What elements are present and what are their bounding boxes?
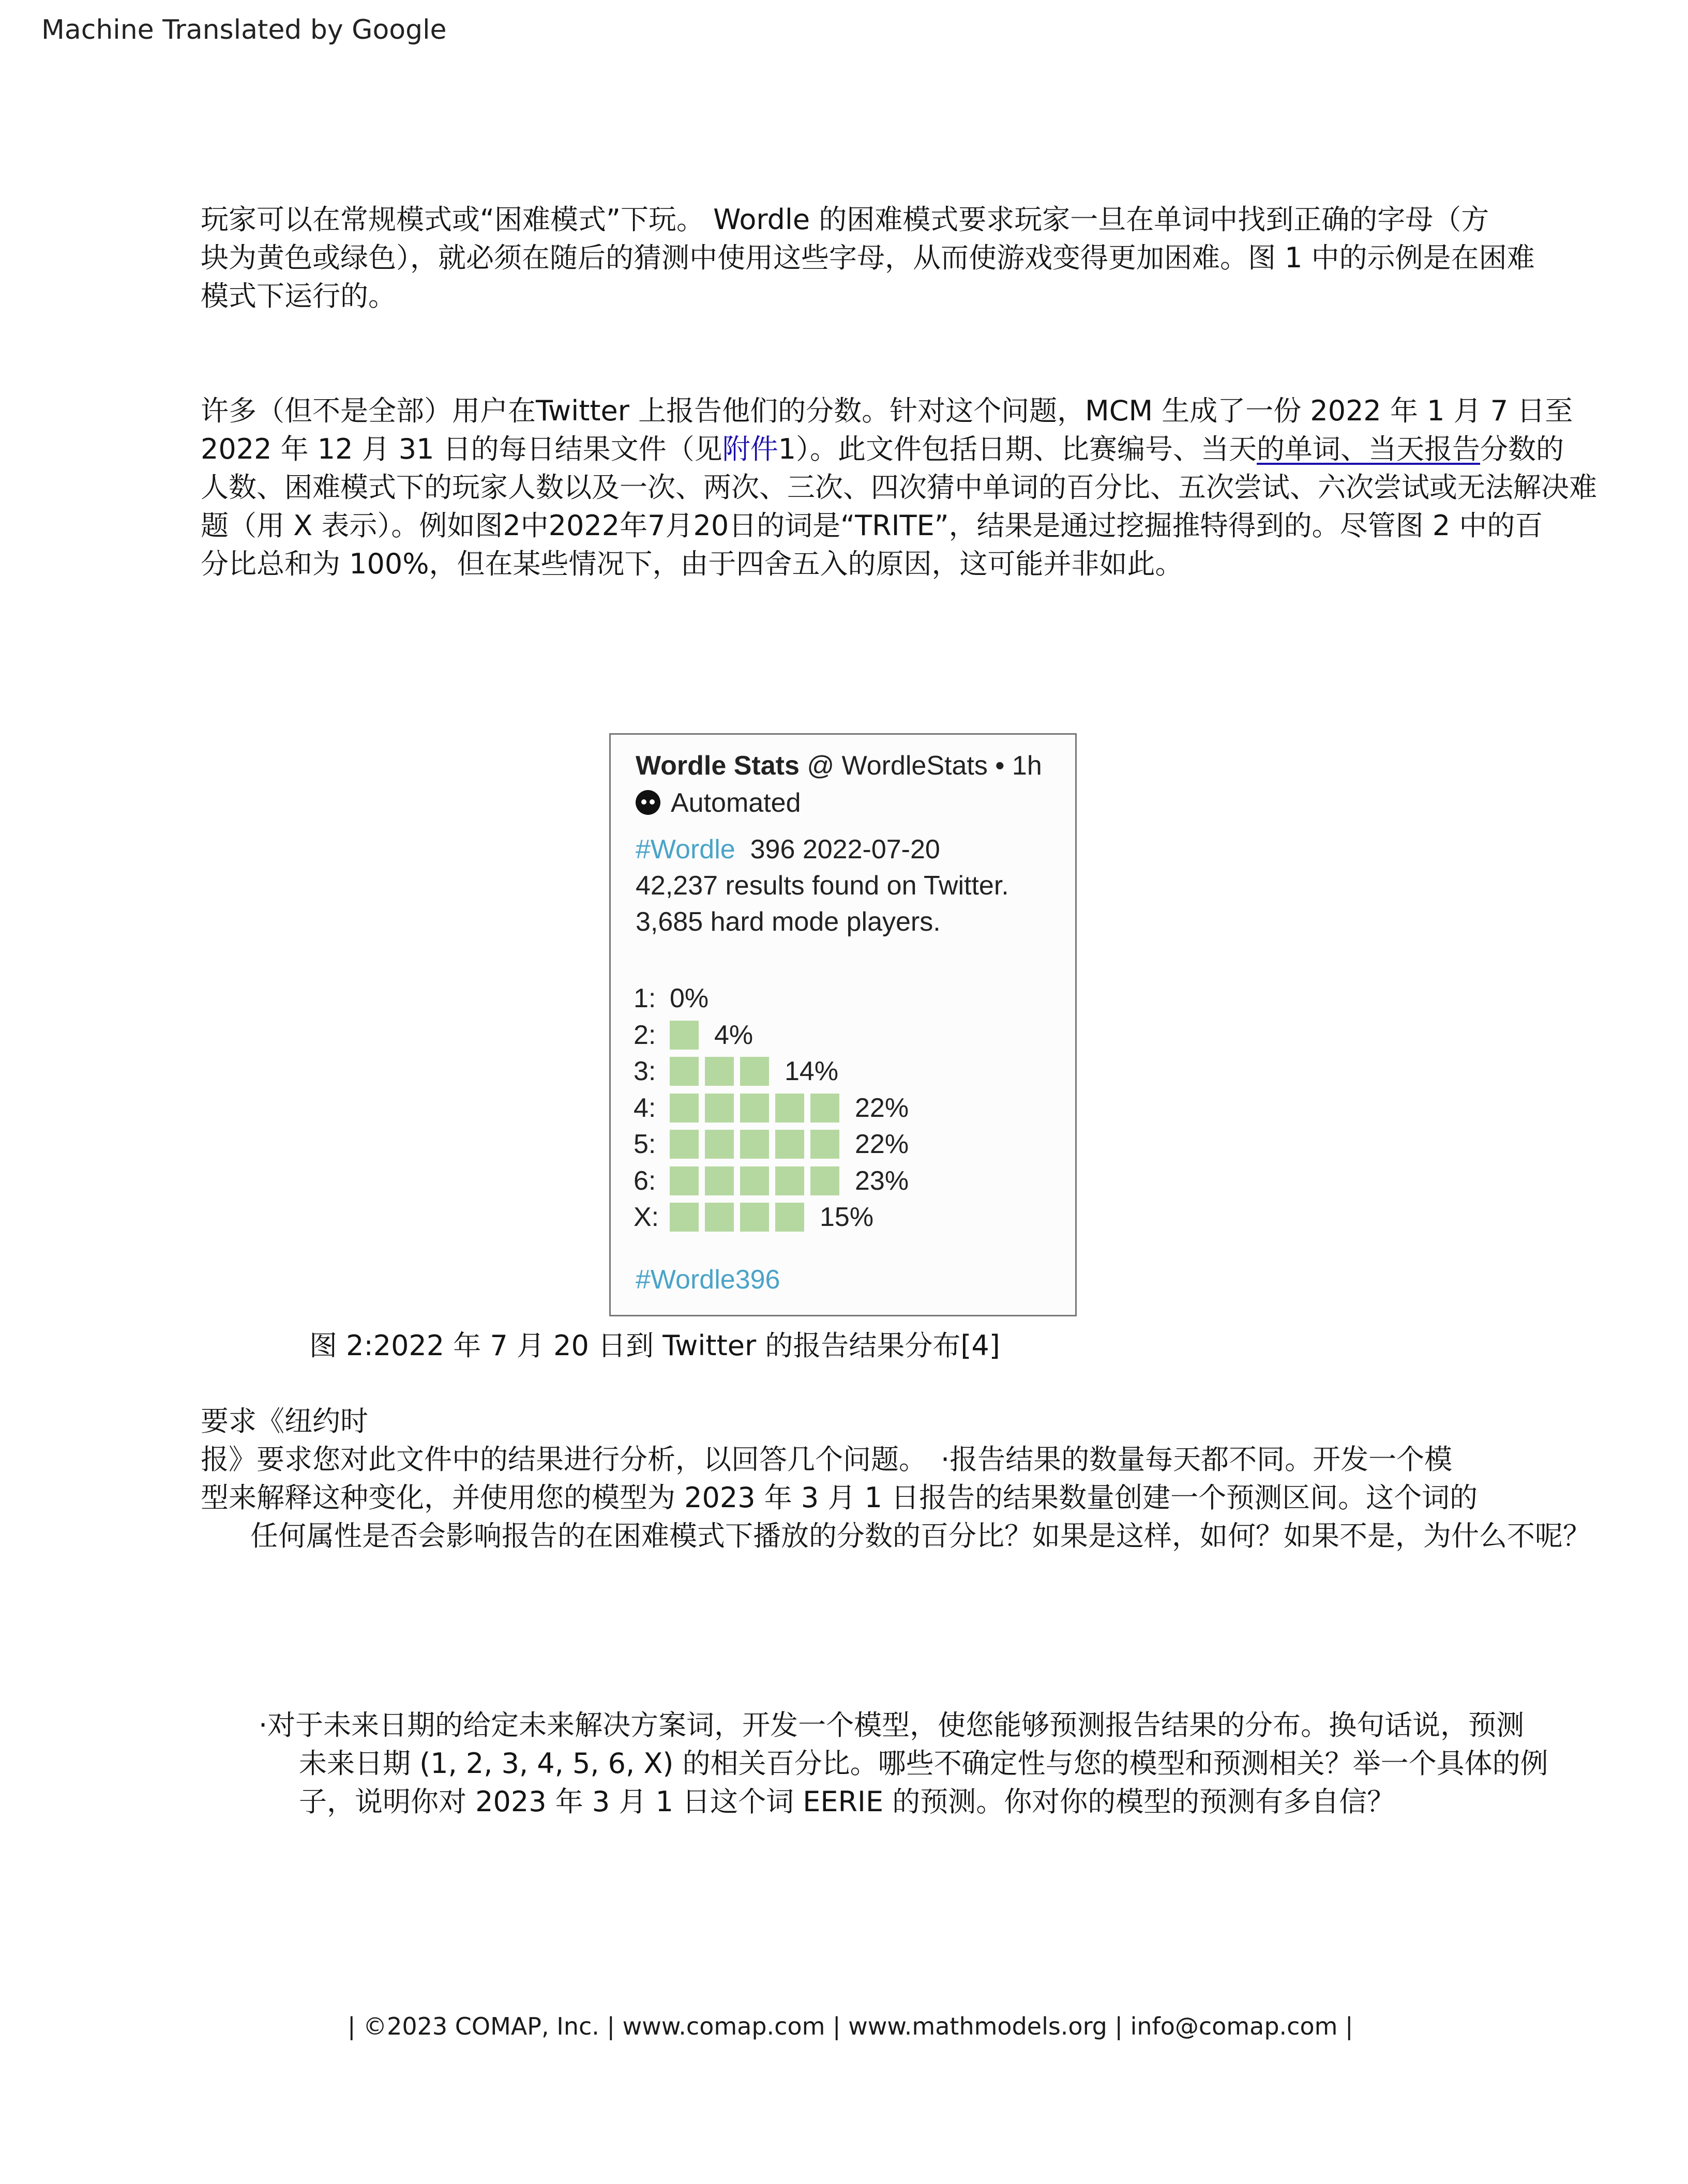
tweet-author bbox=[636, 750, 1042, 781]
distribution-bar-block bbox=[705, 1094, 734, 1123]
distribution-bar-block bbox=[705, 1166, 734, 1195]
distribution-bar-block bbox=[670, 1021, 699, 1050]
distribution-bar-block bbox=[775, 1203, 804, 1232]
text-segment: 分数的 bbox=[1480, 433, 1564, 465]
percentage-label: 0% bbox=[670, 983, 709, 1013]
distribution-row bbox=[634, 1129, 1047, 1160]
underlined-text: 的单词、当天报告 bbox=[1257, 433, 1481, 465]
text-line: 子，说明你对 2023 年 3 月 1 日这个词 EERIE 的预测。你对你的模型的预测有多自信？ bbox=[299, 1785, 1395, 1818]
paragraph-hard-mode bbox=[201, 201, 1535, 315]
guess-count-label: 5: bbox=[634, 1129, 656, 1159]
distribution-bar-block bbox=[670, 1166, 699, 1195]
percentage-label: 22% bbox=[855, 1093, 909, 1123]
wordle-stats-tweet bbox=[609, 733, 1077, 1316]
figure-caption: 图 2:2022 年 7 月 20 日到 Twitter 的报告结果分布[4] bbox=[309, 1329, 1000, 1362]
text-line: 分比总和为 100%，但在某些情况下，由于四舍五入的原因，这可能并非如此。 bbox=[201, 548, 1183, 580]
guess-count-label: X: bbox=[634, 1202, 659, 1232]
distribution-bar-block bbox=[775, 1130, 804, 1159]
paragraph-data-file bbox=[201, 392, 1597, 583]
distribution-bar-block bbox=[740, 1130, 769, 1159]
paragraph-requirements bbox=[201, 1402, 1591, 1555]
attachment-link[interactable]: 附件 bbox=[722, 433, 778, 465]
text-line: 未来日期 (1, 2, 3, 4, 5, 6, X) 的相关百分比。哪些不确定性与您的模型和预测相关？举一个具体的例 bbox=[299, 1747, 1548, 1780]
tweet-results: 42,237 results found on Twitter. bbox=[636, 871, 1009, 901]
distribution-bar-block bbox=[775, 1094, 804, 1123]
distribution-row bbox=[634, 1093, 1047, 1124]
machine-translated-label: Machine Translated by Google bbox=[41, 14, 447, 46]
distribution-bar-block bbox=[740, 1166, 769, 1195]
text-line bbox=[201, 430, 1564, 468]
distribution-bar-block bbox=[705, 1057, 734, 1086]
wordle396-hashtag[interactable]: #Wordle396 bbox=[636, 1265, 780, 1295]
automated-label: Automated bbox=[671, 788, 801, 818]
distribution-bar-block bbox=[670, 1130, 699, 1159]
distribution-bar-block bbox=[705, 1203, 734, 1232]
tweet-game-line bbox=[636, 834, 940, 865]
distribution-bar-block bbox=[810, 1166, 839, 1195]
text-line: ·对于未来日期的给定未来解决方案词，开发一个模型，使您能够预测报告结果的分布。换句话说，预测 bbox=[259, 1709, 1525, 1741]
text-line: 模式下运行的。 bbox=[201, 280, 396, 312]
distribution-bar-block bbox=[670, 1057, 699, 1086]
bot-icon bbox=[636, 790, 660, 815]
percentage-label: 4% bbox=[714, 1020, 753, 1050]
distribution-row bbox=[634, 1056, 1047, 1087]
distribution-bar-block bbox=[740, 1057, 769, 1086]
text-segment: 2022 年 12 月 31 日的每日结果文件（见 bbox=[201, 433, 722, 465]
tweet-automated bbox=[636, 787, 801, 818]
game-number-date: 396 2022-07-20 bbox=[750, 835, 940, 865]
guess-count-label: 1: bbox=[634, 983, 656, 1013]
percentage-label: 14% bbox=[785, 1056, 839, 1086]
guess-count-label: 6: bbox=[634, 1165, 656, 1196]
distribution-bar-block bbox=[670, 1203, 699, 1232]
distribution-bar-block bbox=[775, 1166, 804, 1195]
distribution-row bbox=[634, 1165, 1047, 1196]
distribution-bar-block bbox=[740, 1203, 769, 1232]
distribution-bar-block bbox=[740, 1094, 769, 1123]
text-line: 报》要求您对此文件中的结果进行分析，以回答几个问题。 ·报告结果的数量每天都不同。开发一个模 bbox=[201, 1443, 1453, 1476]
percentage-label: 23% bbox=[855, 1165, 909, 1196]
tweet-handle: @ WordleStats • 1h bbox=[807, 751, 1042, 781]
distribution-row bbox=[634, 1202, 1047, 1233]
text-line: 题（用 X 表示）。例如图2中2022年7月20日的词是“TRITE”，结果是通过挖掘推特得到的。尽管图 2 中的百 bbox=[201, 509, 1543, 542]
text-line: 任何属性是否会影响报告的在困难模式下播放的分数的百分比？如果是这样，如何？如果不是，为什么不呢？ bbox=[250, 1520, 1591, 1552]
footer-copyright: | ©2023 COMAP, Inc. | www.comap.com | www.mathmodels.org | info@comap.com | bbox=[348, 2012, 1353, 2040]
text-segment: 1）。此文件包括日期、比赛编号、当天 bbox=[778, 433, 1257, 465]
text-line: 玩家可以在常规模式或“困难模式”下玩。 Wordle 的困难模式要求玩家一旦在单词中找到正确的字母（方 bbox=[201, 203, 1489, 236]
distribution-bar-block bbox=[705, 1130, 734, 1159]
wordle-hashtag[interactable]: #Wordle bbox=[636, 835, 735, 865]
guess-count-label: 4: bbox=[634, 1093, 656, 1123]
text-line: 人数、困难模式下的玩家人数以及一次、两次、三次、四次猜中单词的百分比、五次尝试、六次尝试或无法解决难 bbox=[201, 471, 1597, 504]
percentage-label: 22% bbox=[855, 1129, 909, 1159]
distribution-row bbox=[634, 1020, 1047, 1051]
text-line: 型来解释这种变化，并使用您的模型为 2023 年 3 月 1 日报告的结果数量创建一个预测区间。这个词的 bbox=[201, 1481, 1478, 1514]
distribution-row bbox=[634, 983, 1047, 1014]
text-line: 许多（但不是全部）用户在Twitter 上报告他们的分数。针对这个问题，MCM 生成了一份 2022 年 1 月 7 日至 bbox=[201, 395, 1573, 427]
guess-count-label: 3: bbox=[634, 1056, 656, 1086]
paragraph-bullet-2 bbox=[259, 1706, 1548, 1821]
tweet-name: Wordle Stats bbox=[636, 751, 800, 781]
text-line: 要求《纽约时 bbox=[201, 1405, 368, 1437]
distribution-bar-block bbox=[670, 1094, 699, 1123]
guess-count-label: 2: bbox=[634, 1020, 656, 1050]
text-line: 块为黄色或绿色），就必须在随后的猜测中使用这些字母，从而使游戏变得更加困难。图 1 中的示例是在困难 bbox=[201, 241, 1535, 274]
percentage-label: 15% bbox=[820, 1202, 874, 1232]
distribution-bar-block bbox=[810, 1130, 839, 1159]
tweet-hard-mode: 3,685 hard mode players. bbox=[636, 907, 941, 937]
distribution-bar-block bbox=[810, 1094, 839, 1123]
